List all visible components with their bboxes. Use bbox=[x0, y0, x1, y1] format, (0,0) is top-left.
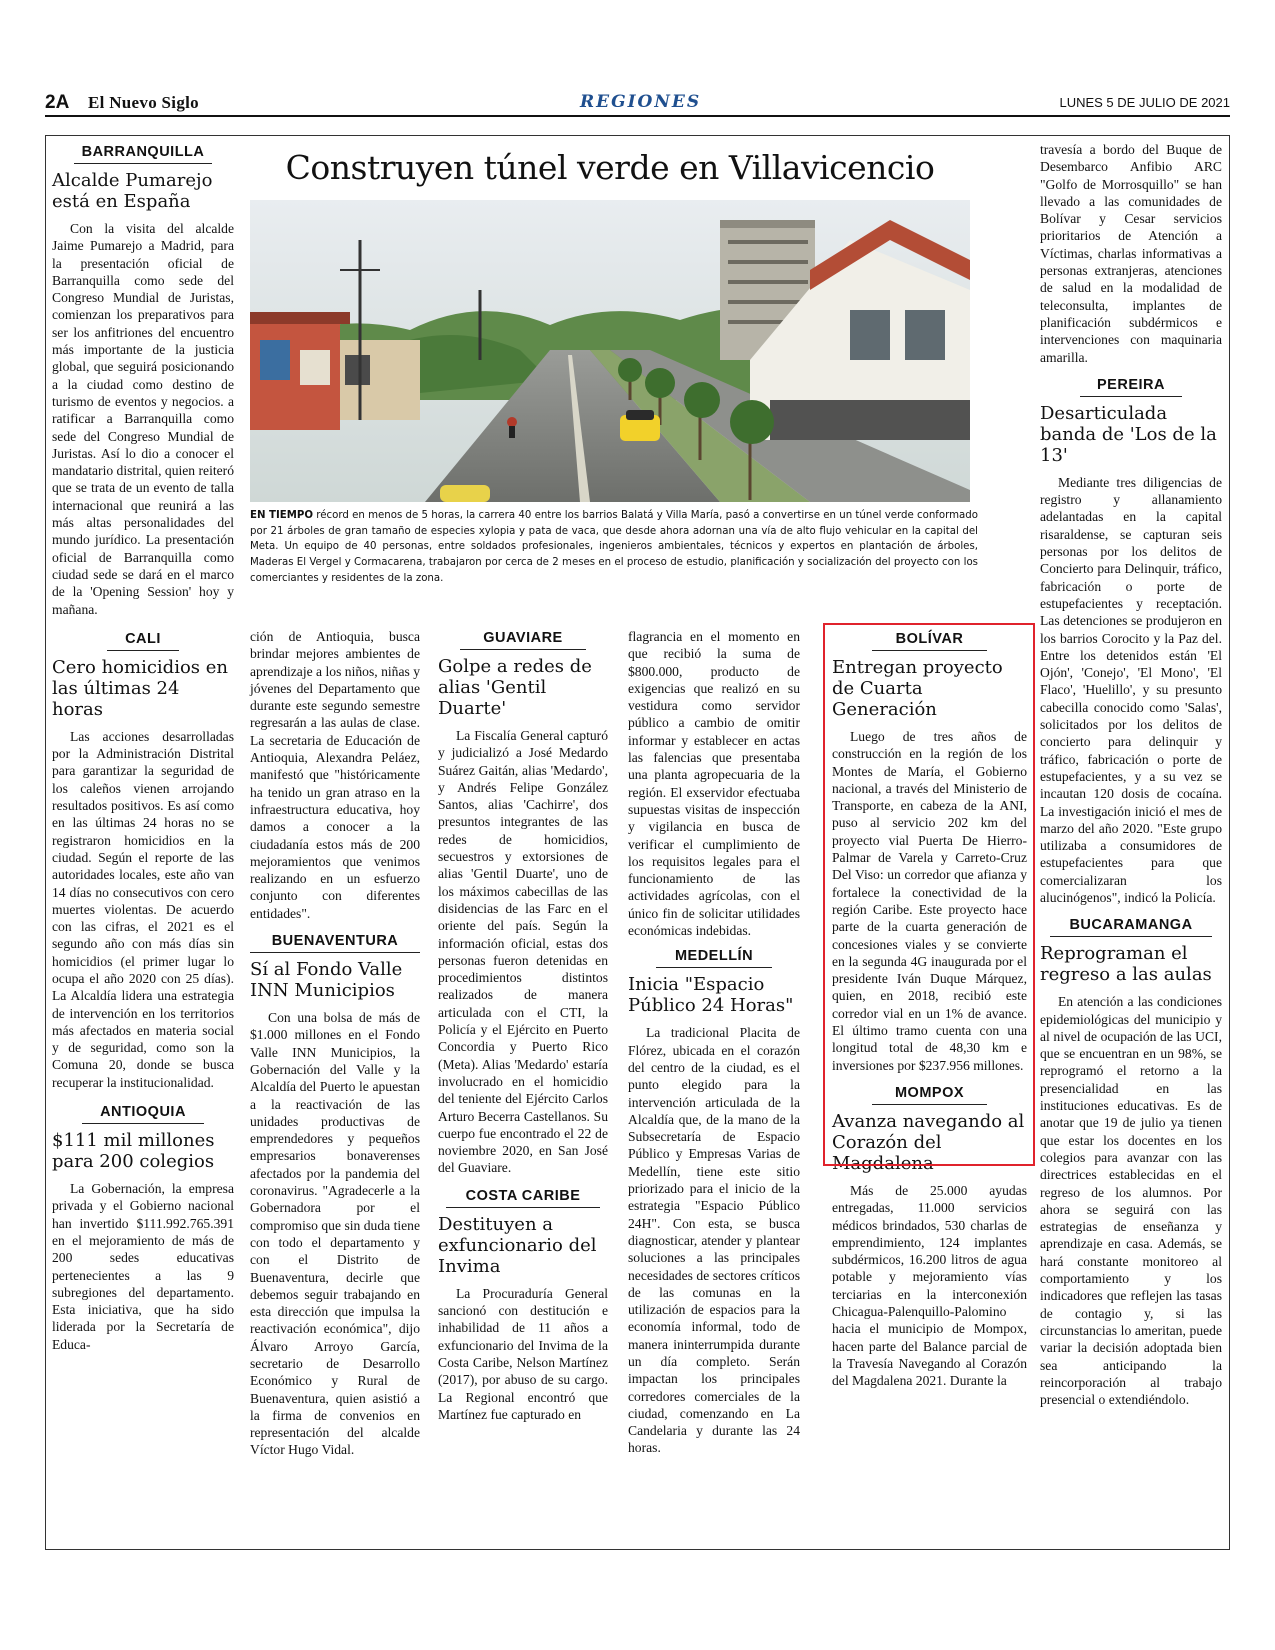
kicker-guaviare: GUAVIARE bbox=[460, 627, 586, 650]
kicker-bucaramanga: BUCARAMANGA bbox=[1050, 914, 1212, 937]
caption-text: récord en menos de 5 horas, la carrera 40 entre los barrios Balatá y Villa María, pasó a convertirse en un túnel verde conformado por 21 árboles de gran tamaño de especies xylopia y pata de vaca, que desde ahora adornan una vía de alto flujo vehicular en la capital del Meta. Un equipo de 40 personas, entre soldados profesionales, ingenieros ambientales, técnicos y expertos en plantación de árboles, Maderas El Vergel y Cormacarena, trabajaron por cerca de 2 meses en el proceso de estudio, planificación y socialización del proyecto con los comerciantes y residentes de la zona. bbox=[250, 510, 978, 584]
headline-buenaventura: Sí al Fondo Valle INN Municipios bbox=[250, 959, 403, 1002]
headline-cali: Cero homicidios en las últimas 24 horas bbox=[52, 656, 229, 720]
column-left bbox=[52, 141, 234, 1353]
kicker-cali: CALI bbox=[107, 628, 179, 651]
body-cali: Las acciones desarrolladas por la Administración Distrital para garantizar la seguridad de los caleños vienen arrojando resultados positivos. Es así como en las últimas 24 horas no se registraron homicidios en la ciudad. Según el reporte de las autoridades locales, este año van 14 días no consecutivos con cero muertes violentas. De acuerdo con las cifras, el 2021 es el segundo año con más días sin homicidios (el primer lugar lo ocupa el año 2020 con 25 días). La Alcaldía lidera una estrategia de intervención en los territorios más afectados en materia social y de seguridad, como son la Comuna 20, donde se busca recuperar la institucionalidad. bbox=[52, 728, 234, 1090]
body-medellin: La tradicional Placita de Flórez, ubicada en el corazón del centro de la ciudad, es el punto elegido para la intervención articulada de la Alcaldía que, de la mano de la Subsecretaría de Espacio Público y Empresas Varias de Medellín, tiene este sitio priorizado para el inicio de la estrategia "Espacio Público 24H". Con esta, se busca diagnosticar, atender y plantear soluciones a las principales necesidades de sectores críticos de las comunas en la utilización de espacios para la economía informal, todo de manera ininterrumpida durante un día completo. Serán impactan los principales corredores comerciales de la ciudad, comenzando en La Candelaria y durante las 24 horas. bbox=[628, 1025, 800, 1456]
headline-pereira: Desarticulada banda de 'Los de la 13' bbox=[1040, 402, 1217, 466]
headline-medellin: Inicia "Espacio Público 24 Horas" bbox=[628, 974, 794, 1017]
column-4 bbox=[628, 628, 800, 1457]
story-medellin bbox=[628, 945, 800, 1456]
story-buenaventura bbox=[250, 930, 420, 1459]
kicker-medellin: MEDELLÍN bbox=[656, 945, 772, 968]
body-costa-caribe: La Procuraduría General sancionó con destitución e inhabilidad de 11 años a exfuncionario del Invima de la Costa Caribe, Nelson Martínez (2017), por abuso de su cargo. La Regional encontró que Martínez fue capturado en bbox=[438, 1285, 608, 1422]
newspaper-name: El Nuevo Siglo bbox=[88, 93, 199, 112]
masthead-rule bbox=[45, 115, 1230, 117]
body-bolivar: Luego de tres años de construcción en la región de los Montes de María, el Gobierno nacional, a través del Ministerio de Transporte, en cabeza de la ANI, puso al servicio 202 km del proyecto vial Puerta De Hierro-Palmar de Varela y Carreto-Cruz Del Viso: un corredor que afianza y fortalece la conectividad de la región Caribe. Este proyecto hace parte de la cuarta generación de concesiones viales y se convierte en la segunda 4G inaugurada por el presidente Iván Duque Márquez, quien, en 2018, recibió este corredor vial en un 1% de avance. El último tramo cuenta con una longitud total de 48,30 km e inversiones por $237.956 millones. bbox=[832, 729, 1027, 1073]
feature-title: Construyen túnel verde en Villavicencio bbox=[285, 148, 935, 187]
story-guaviare bbox=[438, 627, 608, 1177]
body-buenaventura: Con una bolsa de más de $1.000 millones en el Fondo Valle INN Municipios, la Gobernación del Valle y la Alcaldía del Puerto le apuestan a la reactivación de las unidades productivas de emprendedores y pequeños empresarios bonaverenses afectados por la pandemia del coronavirus. "Agradecerle a la Gobernadora por el compromiso que sin duda tiene con todo el departamento y con el Distrito de Buenaventura, decirle que debemos seguir trabajando en esta dirección que impulsa la reactivación económica", dijo Álvaro Arroyo García, secretario de Desarrollo Económico y Rural de Buenaventura, quien asistió a la firma de convenios en representación del alcalde Víctor Hugo Vidal. bbox=[250, 1010, 420, 1458]
page-number: 2A bbox=[45, 92, 70, 113]
story-costa-caribe bbox=[438, 1185, 608, 1423]
section-name: REGIONES bbox=[580, 92, 702, 112]
column-2 bbox=[250, 628, 420, 1459]
issue-date: LUNES 5 DE JULIO DE 2021 bbox=[1059, 95, 1230, 110]
headline-guaviare: Golpe a redes de alias 'Gentil Duarte' bbox=[438, 656, 592, 719]
body-costa-caribe-cont: flagrancia en el momento en que recibió la suma de $800.000, producto de exigencias que realizó en su vestidura como servidor público a cambio de omitir informar y establecer en actas las falencias que presentaba una planta agropecuaria de la región. El exservidor efectuaba supuestas visitas de inspección y vigilancia en busca de verificar el cumplimiento de los requisitos legales para el funcionamiento de las actividades agrícolas, con el único fin de solicitar utilidades económicas indebidas. bbox=[628, 629, 800, 939]
kicker-antioquia: ANTIOQUIA bbox=[82, 1101, 204, 1124]
kicker-barranquilla: BARRANQUILLA bbox=[74, 141, 212, 164]
headline-barranquilla: Alcalde Pumarejo está en España bbox=[52, 170, 213, 212]
highlight-box bbox=[823, 623, 1035, 1166]
headline-bolivar: Entregan proyecto de Cuarta Generación bbox=[832, 657, 1003, 720]
column-3 bbox=[438, 627, 608, 1423]
feature-photo bbox=[250, 200, 970, 502]
feature-caption bbox=[250, 508, 978, 587]
story-cali bbox=[52, 628, 234, 1091]
headline-costa-caribe: Destituyen a exfuncionario del Invima bbox=[438, 1213, 597, 1277]
story-antioquia bbox=[52, 1101, 234, 1353]
kicker-pereira: PEREIRA bbox=[1080, 374, 1182, 397]
column-right bbox=[1040, 141, 1222, 1408]
kicker-bolivar: BOLÍVAR bbox=[872, 628, 987, 651]
body-barranquilla: Con la visita del alcalde Jaime Pumarejo a Madrid, para la presentación oficial de Barranquilla como sede del Congreso Mundial de Juristas, comienzan los preparativos para ser los anfitriones del encuentro más importante de la justicia global, que seguirá posicionando a la ciudad como destino de turismo de eventos y negocios. a ratificar a Barranquilla como sede del Congreso Mundial de Juristas. Así lo dio a conocer el mandatario distrital, quien reiteró que se trata de un evento de talla internacional que reunirá a las más altas personalidades del mundo jurídico. La presentación oficial de Barranquilla como ciudad sede se dará en el marco de la 'Opening Session' hoy y mañana. bbox=[52, 221, 234, 617]
body-antioquia: La Gobernación, la empresa privada y el Gobierno nacional han invertido $111.992.765.391 en el mejoramiento de más de 200 sedes educativas pertenecientes a las 9 subregiones del departamento. Esta iniciativa, que ha sido liderada por la Secretaría de Educa- bbox=[52, 1181, 234, 1352]
kicker-costa-caribe: COSTA CARIBE bbox=[446, 1185, 600, 1208]
kicker-mompox: MOMPOX bbox=[872, 1082, 987, 1105]
body-mompox: Más de 25.000 ayudas entregadas, 11.000 servicios médicos brindados, 530 charlas de emprendimiento, 124 implantes subdérmicos, 16.200 litros de agua potable y mejoramiento vías terciarias en la interconexión Chicagua-Palenquillo-Palomino hacia el municipio de Mompox, hacen parte del Balance parcial de la Travesía Navegando al Corazón del Magdalena 2021. Durante la bbox=[832, 1182, 1027, 1389]
body-mompox-cont: travesía a bordo del Buque de Desembarco Anfibio ARC "Golfo de Morrosquillo" se han llevado a las comunidades de Bolívar y Cesar servicios prioritarios de Atención a Víctimas, charlas informativas a personas extranjeras, atenciones de salud en la modalidad de teleconsulta, implantes de planificación subdérmicos e intervenciones con maquinaria amarilla. bbox=[1040, 142, 1222, 365]
body-pereira: Mediante tres diligencias de registro y allanamiento adelantadas en la capital risaraldense, se capturan seis personas por los delitos de Concierto para Delinquir, tráfico, fabricación o porte de estupefacientes y receptación. Las detenciones se produjeron en los barrios Corocito y la Paz del. Entre los detenidos están 'El Ojón', 'Conejo', 'El Mono', 'El Flaco', 'Huelillo', y su presunto cabecilla conocido como 'Salas', solicitados por los delitos de concierto para delinquir y tráfico, fabricación o porte de estupefacientes, y a su vez se incautan 120 dosis de cocaína. La investigación inició el mes de marzo del año 2020. "Este grupo utilizaba a consumidores de estupefacientes para que comercializaran los alucinógenos", indicó la Policía. bbox=[1040, 474, 1222, 905]
caption-lead: EN TIEMPO bbox=[250, 510, 314, 521]
story-bucaramanga bbox=[1040, 914, 1222, 1408]
story-pereira bbox=[1040, 374, 1222, 906]
story-barranquilla bbox=[52, 141, 234, 618]
body-guaviare: La Fiscalía General capturó y judicializó a José Medardo Suárez Gaitán, alias 'Medardo', y Andrés Felipe González Santos, alias 'Cachirre', dos presuntos integrantes de las redes de homicidios, secuestros y extorsiones de alias 'Gentil Duarte', uno de los máximos cabecillas de las disidencias de las Farc en el oriente del país. Según la información oficial, estas dos personas fueron detenidas en procedimientos distintos realizados de manera articulada con el CTI, la Policía y el Ejército en Puerto Concordia y Puerto Rico (Meta). Alias 'Medardo' estaría involucrado en el homicidio del teniente del Ejército Carlos Arturo Becerra Castellanos. Su cuerpo fue encontrado el 22 de noviembre 2020, en San José del Guaviare. bbox=[438, 728, 608, 1176]
body-antioquia-cont: ción de Antioquia, busca brindar mejores ambientes de aprendizaje a los niños, niñas y jóvenes del Departamento que durante este segundo semestre regresarán a las aulas de clase. La secretaria de Educación de Antioquia, Alexandra Peláez, manifestó que "históricamente ha tenido un gran atraso en la infraestructura educativa, hoy damos a conocer a la ciudadanía estos más de 200 mejoramientos que venimos realizando en un esfuerzo conjunto con diferentes entidades". bbox=[250, 629, 420, 921]
headline-antioquia: $111 mil millones para 200 colegios bbox=[52, 1130, 215, 1173]
kicker-buenaventura: BUENAVENTURA bbox=[250, 930, 420, 953]
body-bucaramanga: En atención a las condiciones epidemiológicas del municipio y al nivel de ocupación de las UCI, que se encuentran en un 98%, se reprogramó el retorno a la presencialidad en las instituciones educativas. Es de anotar que 19 de julio ya tienen que estar los docentes en los colegios para avanzar con las directrices establecidas en el regreso de los alumnos. Por ahora se seguirá con las estrategias de enseñanza y aprendizaje en casa. Además, se hará constante monitoreo al comportamiento y los indicadores que reflejen las tasas de contagio y, si las circunstancias lo ameritan, puede variar la decisión adoptada bien sea anticipando la reincorporación al trabajo presencial o extendiéndolo. bbox=[1040, 994, 1222, 1408]
headline-bucaramanga: Reprograman el regreso a las aulas bbox=[1040, 943, 1212, 986]
headline-mompox: Avanza navegando al Corazón del Magdalena bbox=[832, 1110, 1025, 1174]
